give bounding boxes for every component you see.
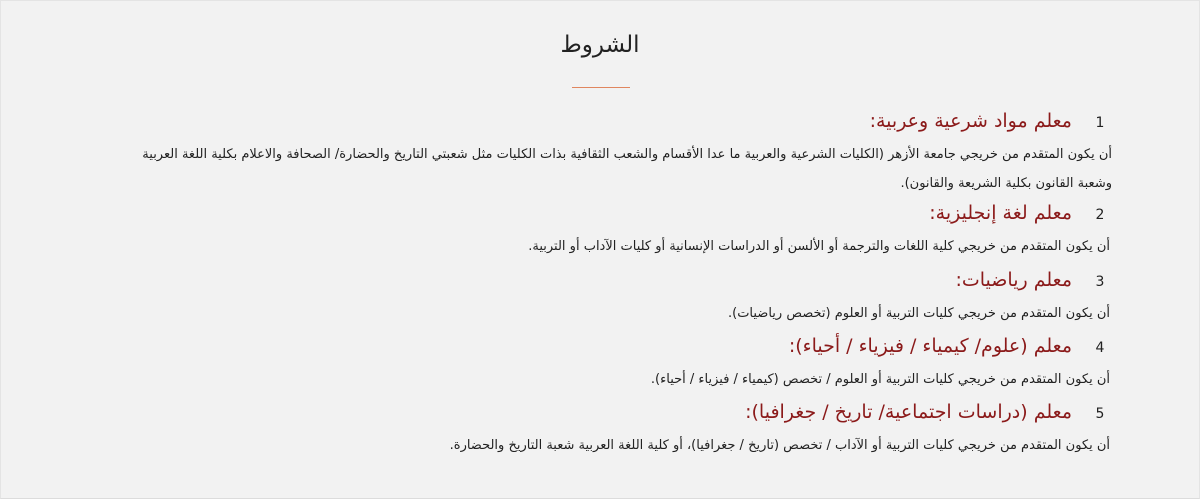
term-item xyxy=(122,335,1112,394)
term-title: معلم (دراسات اجتماعية/ تاريخ / جغرافيا): xyxy=(745,401,1072,423)
term-heading xyxy=(122,401,1112,431)
term-heading xyxy=(122,269,1112,299)
term-heading xyxy=(122,110,1112,140)
term-description: أن يكون المتقدم من خريجي جامعة الأزهر (الكليات الشرعية والعربية ما عدا الأقسام والشعب الثقافية بذات الكليات مثل شعبتي التاريخ والحضارة/ الصحافة والاعلام بكلية اللغة العربية وشعبة القانون بكلية الشريعة والقانون). xyxy=(142,147,1112,191)
term-number: 3 xyxy=(1095,274,1105,290)
term-item xyxy=(122,401,1112,460)
term-number: 1 xyxy=(1095,115,1105,131)
term-heading xyxy=(122,202,1112,232)
term-title: معلم لغة إنجليزية: xyxy=(929,202,1072,224)
term-heading xyxy=(122,335,1112,365)
term-title: معلم مواد شرعية وعربية: xyxy=(869,110,1072,132)
term-description: أن يكون المتقدم من خريجي كليات التربية أو الآداب / تخصص (تاريخ / جغرافيا)، أو كلية اللغة العربية شعبة التاريخ والحضارة. xyxy=(449,438,1110,453)
term-description: أن يكون المتقدم من خريجي كليات التربية أو العلوم / تخصص (كيمياء / فيزياء / أحياء). xyxy=(650,372,1110,387)
term-item xyxy=(122,269,1112,328)
terms-list xyxy=(122,110,1112,460)
term-title: معلم (علوم/ كيمياء / فيزياء / أحياء): xyxy=(788,335,1072,357)
page-title: الشروط xyxy=(560,32,640,58)
term-item xyxy=(122,110,1112,198)
term-number: 4 xyxy=(1095,340,1105,356)
term-number: 5 xyxy=(1095,406,1105,422)
term-number: 2 xyxy=(1095,207,1105,223)
term-description: أن يكون المتقدم من خريجي كليات التربية أو العلوم (تخصص رياضيات). xyxy=(727,306,1110,321)
term-item xyxy=(122,202,1112,261)
term-title: معلم رياضيات: xyxy=(955,269,1072,291)
term-description: أن يكون المتقدم من خريجي كلية اللغات والترجمة أو الألسن أو الدراسات الإنسانية أو كليات الآداب أو التربية. xyxy=(528,239,1110,254)
title-divider xyxy=(572,87,630,88)
